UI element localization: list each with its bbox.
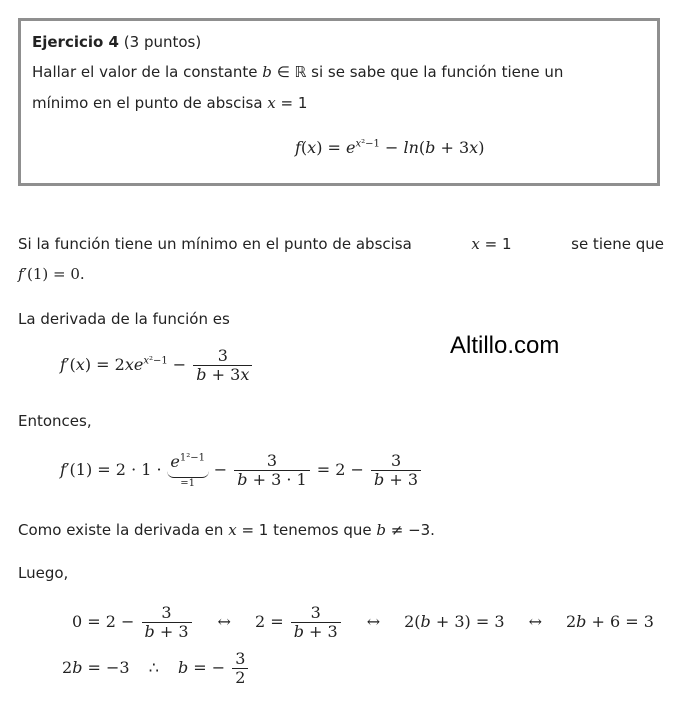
exercise-points: (3 puntos) [123,33,202,51]
underbrace-term: $e^{1^2-1}$ =1 [167,452,209,490]
final-result: 2b = −3 ∴ b = − $\frac{3}{2}$ [62,650,250,687]
exercise-statement-line1: Hallar el valor de la constante b ∈ ℝ si se sabe que la función tiene un [32,63,564,81]
derivative-intro: La derivada de la función es [18,310,230,328]
derivative-formula: $f'(x) = 2xe^{x^2-1}$ − $\frac{3}{b + 3x}$ [60,347,254,384]
equation-chain: 0 = 2 − $\frac{3}{b + 3}$ ↔ 2 = $\frac{3}{b + 3}$ ↔ 2(b + 3) = 3 ↔ 2b + 6 = 3 [72,603,654,641]
luego: Luego, [18,564,69,582]
function-definition: $f(x) = e^{x^2-1} - \ln(b + 3x)$ [295,138,485,157]
math-b-in-reals: b [262,63,272,81]
como-existe-line: Como existe la derivada en x = 1 tenemos que b ≠ −3. [18,521,435,539]
derivative-evaluated: f′(1) = 2 · 1 · $e^{1^2-1}$ =1 − $\frac{3}{b + 3 \cdot 1}$ = 2 − $\frac{3}{b + 3}$ [60,452,423,490]
solution-line1: Si la función tiene un mínimo en el punto de abscisa x = 1 se tiene que [18,235,664,253]
condition-derivative-zero: f′(1) = 0. [18,265,85,283]
exercise-statement-line2: mínimo en el punto de abscisa x = 1 [32,94,308,112]
entonces: Entonces, [18,412,92,430]
watermark: Altillo.com [450,332,560,359]
math-x-equals-1: x [267,94,276,112]
exercise-title: Ejercicio 4 [32,33,119,51]
exercise-heading [32,33,201,51]
